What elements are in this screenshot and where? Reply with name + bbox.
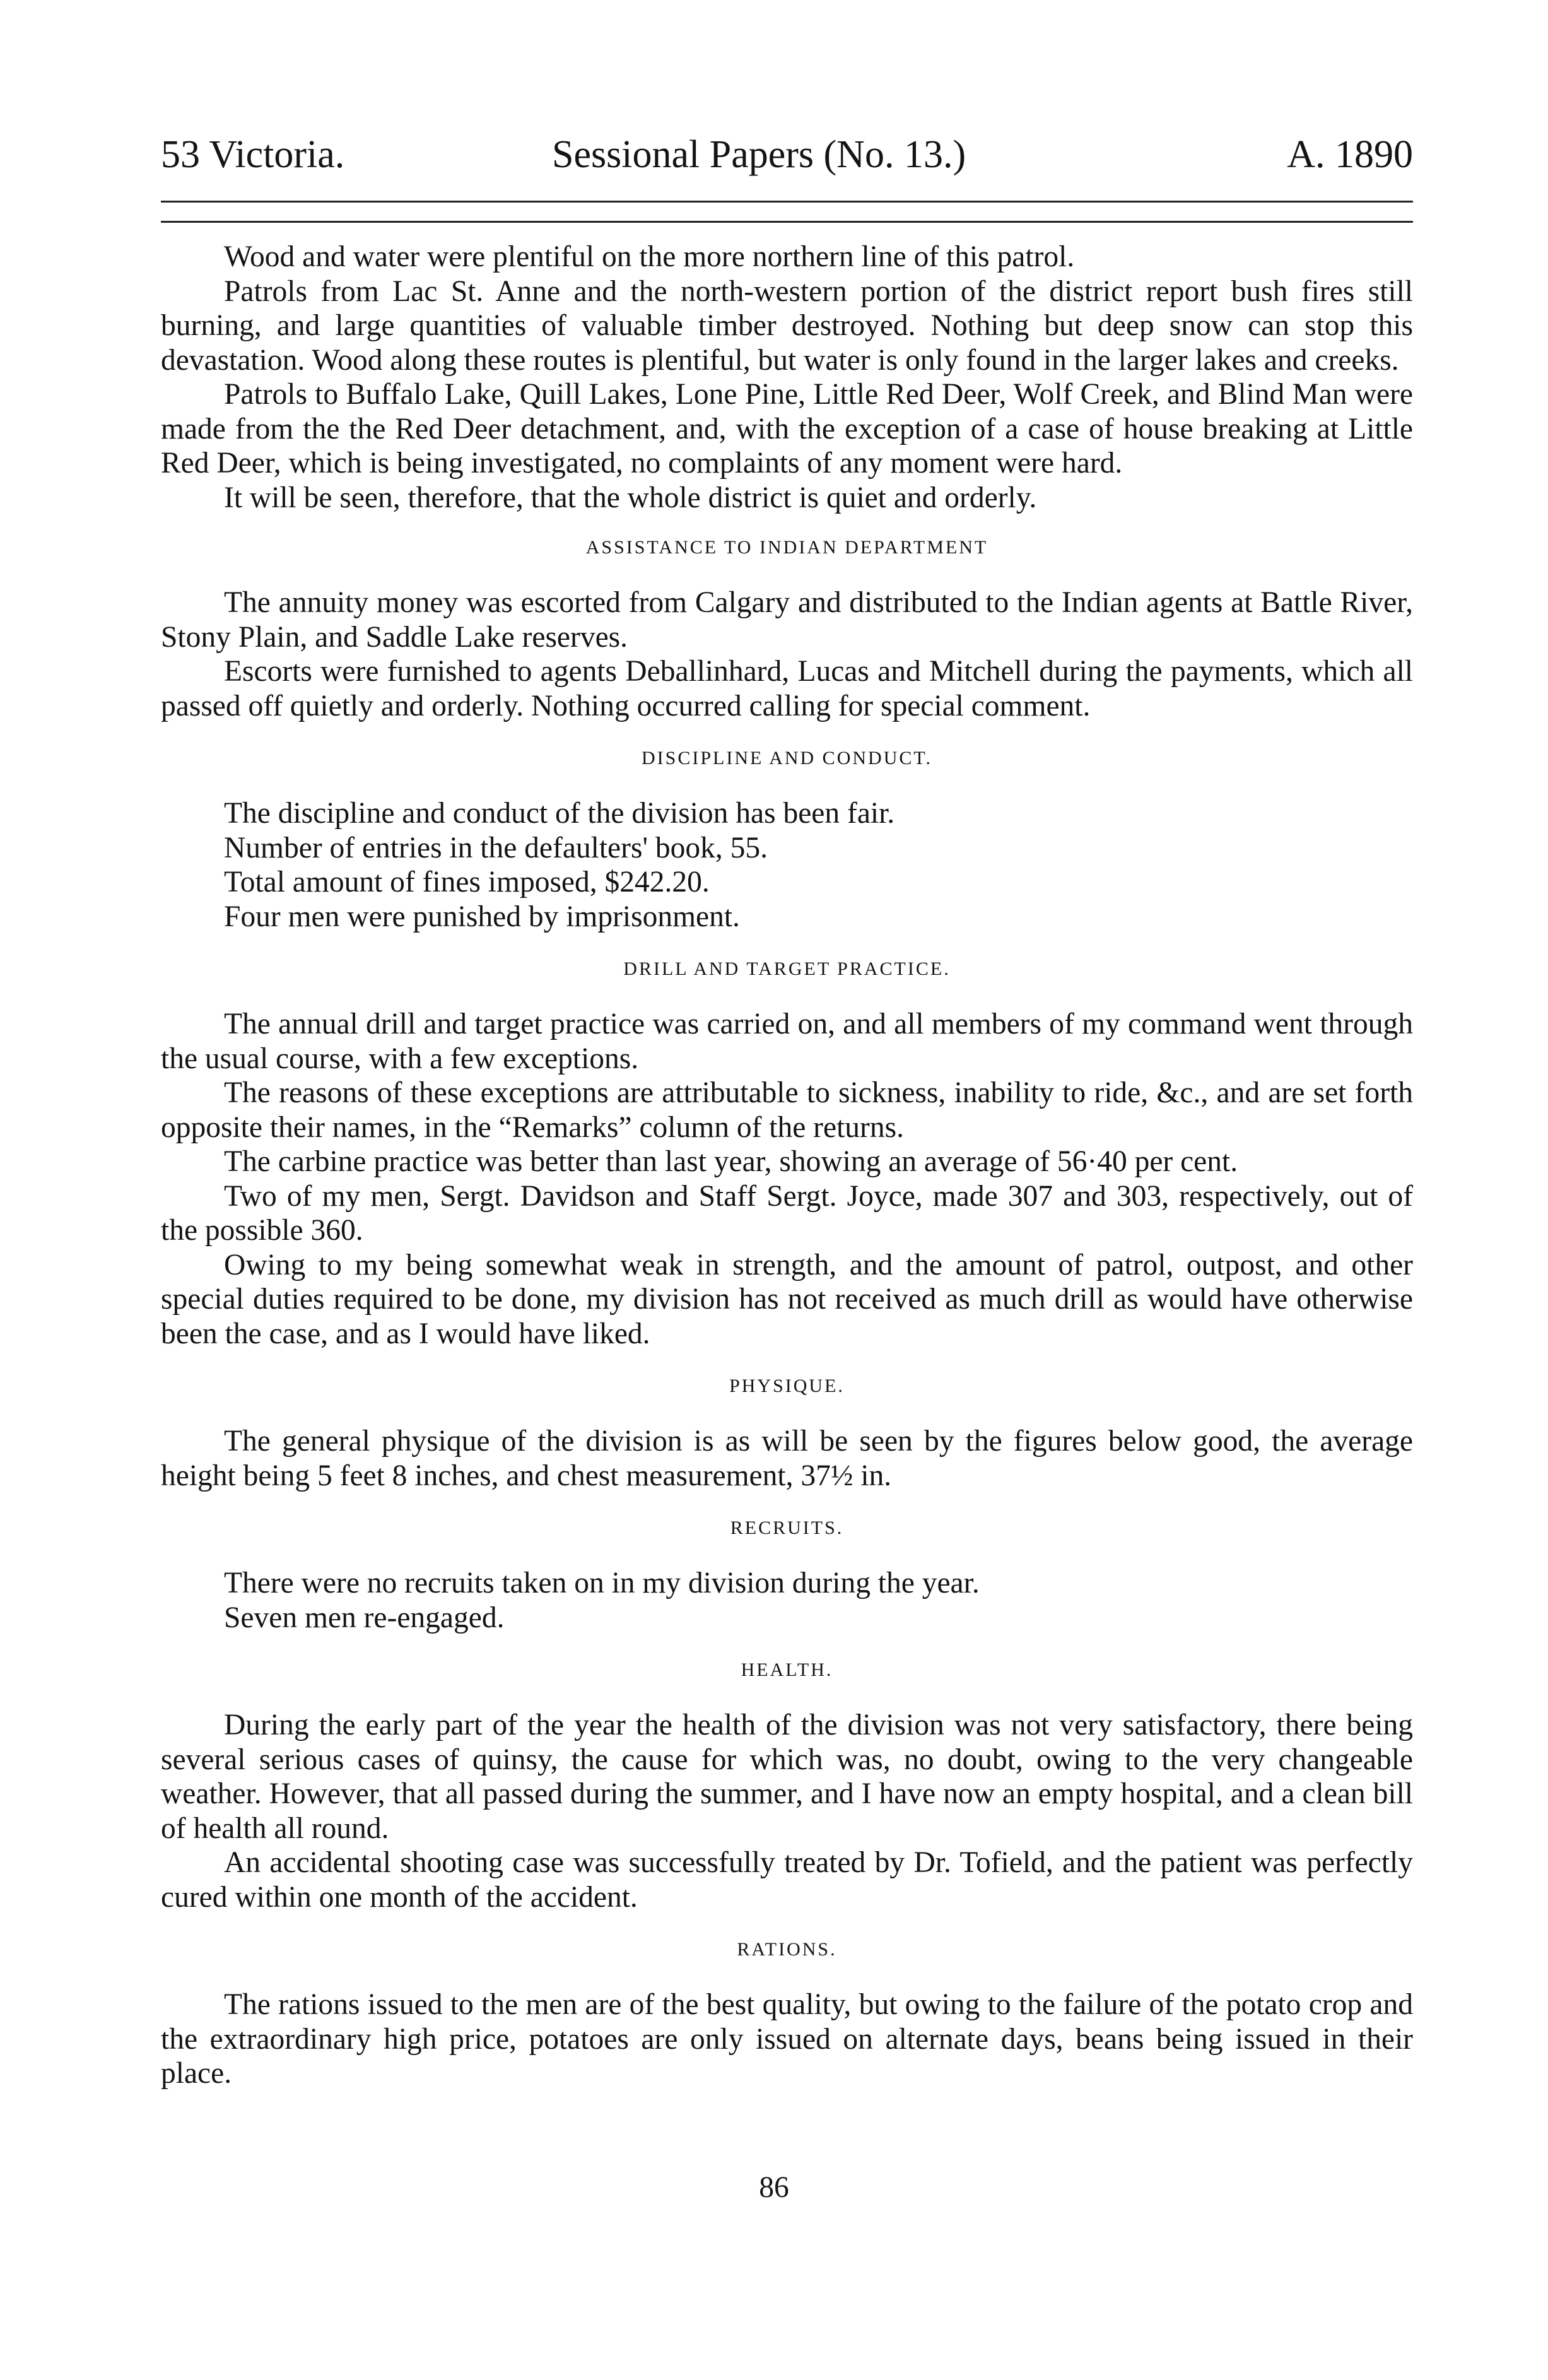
section-heading: RATIONS. <box>737 1939 837 1960</box>
report-body <box>161 240 1413 2091</box>
section-heading: DRILL AND TARGET PRACTICE. <box>623 958 951 979</box>
body-paragraph: The rations issued to the men are of the best quality, but owing to the failure of the potato crop and the extraordinary high price, potatoes are only issued on alternate days, beans being issued in their place. <box>161 1988 1413 2090</box>
section-rations <box>161 1914 1413 2091</box>
body-paragraph: Two of my men, Sergt. Davidson and Staff Sergt. Joyce, made 307 and 303, respectively, out of the possible 360. <box>161 1179 1413 1247</box>
section-heading: ASSISTANCE TO INDIAN DEPARTMENT <box>585 537 988 558</box>
body-paragraph: The annual drill and target practice was carried on, and all members of my command went through the usual course, with a few exceptions. <box>161 1008 1413 1075</box>
section-heading: HEALTH. <box>741 1659 833 1680</box>
section-drill-and-target-practice <box>161 934 1413 1351</box>
body-paragraph: The reasons of these exceptions are attributable to sickness, inability to ride, &c., and are set forth opposite their names, in the “Remarks” column of the returns. <box>161 1076 1413 1144</box>
body-paragraph: Escorts were furnished to agents Deballinhard, Lucas and Mitchell during the payments, which all passed off quietly and orderly. Nothing occurred calling for special comment. <box>161 655 1413 722</box>
body-paragraph: Owing to my being somewhat weak in strength, and the amount of patrol, outpost, and other special duties required to be done, my division has not received as much drill as would have otherwise been the case, and as I would have liked. <box>161 1248 1413 1350</box>
section-discipline-and-conduct <box>161 723 1413 934</box>
body-paragraph: There were no recruits taken on in my division during the year. <box>224 1567 980 1599</box>
section-health <box>161 1635 1413 1914</box>
section-heading: PHYSIQUE. <box>729 1376 845 1396</box>
body-paragraph: Patrols to Buffalo Lake, Quill Lakes, Lone Pine, Little Red Deer, Wolf Creek, and Blind Man were made from the the Red Deer detachment, and, with the exception of a case of house breaking at Little Red Deer, which is being investigated, no complaints of any moment were hard. <box>161 378 1413 480</box>
body-paragraph: The carbine practice was better than last year, showing an average of 56·40 per cent. <box>224 1145 1238 1178</box>
body-paragraph: Four men were punished by imprisonment. <box>224 900 740 933</box>
header-year: A. 1890 <box>1287 133 1413 176</box>
section-heading: DISCIPLINE AND CONDUCT. <box>642 748 932 769</box>
body-paragraph: An accidental shooting case was successfully treated by Dr. Tofield, and the patient was perfectly cured within one month of the accident. <box>161 1846 1413 1914</box>
header-rule-top <box>161 201 1413 203</box>
body-paragraph: The discipline and conduct of the division has been fair. <box>224 797 895 830</box>
body-paragraph: Number of entries in the defaulters' book, 55. <box>224 831 768 864</box>
body-paragraph: It will be seen, therefore, that the whole district is quiet and orderly. <box>224 481 1037 514</box>
header-session: 53 Victoria. <box>161 133 345 176</box>
running-header <box>161 126 1413 183</box>
body-paragraph: Seven men re-engaged. <box>224 1601 505 1634</box>
body-paragraph: Total amount of fines imposed, $242.20. <box>224 866 710 898</box>
section-physique <box>161 1351 1413 1493</box>
header-rule-bottom <box>161 221 1413 223</box>
body-paragraph: Patrols from Lac St. Anne and the north-western portion of the district report bush fires still burning, and large quantities of valuable timber destroyed. Nothing but deep snow can stop this devastation. Wood along these routes is plentiful, but water is only found in the larger lakes and creeks. <box>161 274 1413 377</box>
body-paragraph: The general physique of the division is as will be seen by the figures below good, the average height being 5 feet 8 inches, and chest measurement, 37½ in. <box>161 1425 1413 1492</box>
header-title: Sessional Papers (No. 13.) <box>552 133 966 176</box>
body-paragraph: The annuity money was escorted from Calgary and distributed to the Indian agents at Battle River, Stony Plain, and Saddle Lake reserves. <box>161 586 1413 654</box>
section-heading: RECRUITS. <box>730 1517 844 1538</box>
section-assistance-to-indian-department <box>161 515 1413 723</box>
body-paragraph: During the early part of the year the health of the division was not very satisfactory, there being several serious cases of quinsy, the cause for which was, no doubt, owing to the very changeable weather. However, that all passed during the summer, and I have now an empty hospital, and a clean bill of health all round. <box>161 1709 1413 1845</box>
body-paragraph: Wood and water were plentiful on the more northern line of this patrol. <box>224 240 1075 273</box>
page-number: 86 <box>759 2171 789 2204</box>
section-recruits <box>161 1493 1413 1635</box>
